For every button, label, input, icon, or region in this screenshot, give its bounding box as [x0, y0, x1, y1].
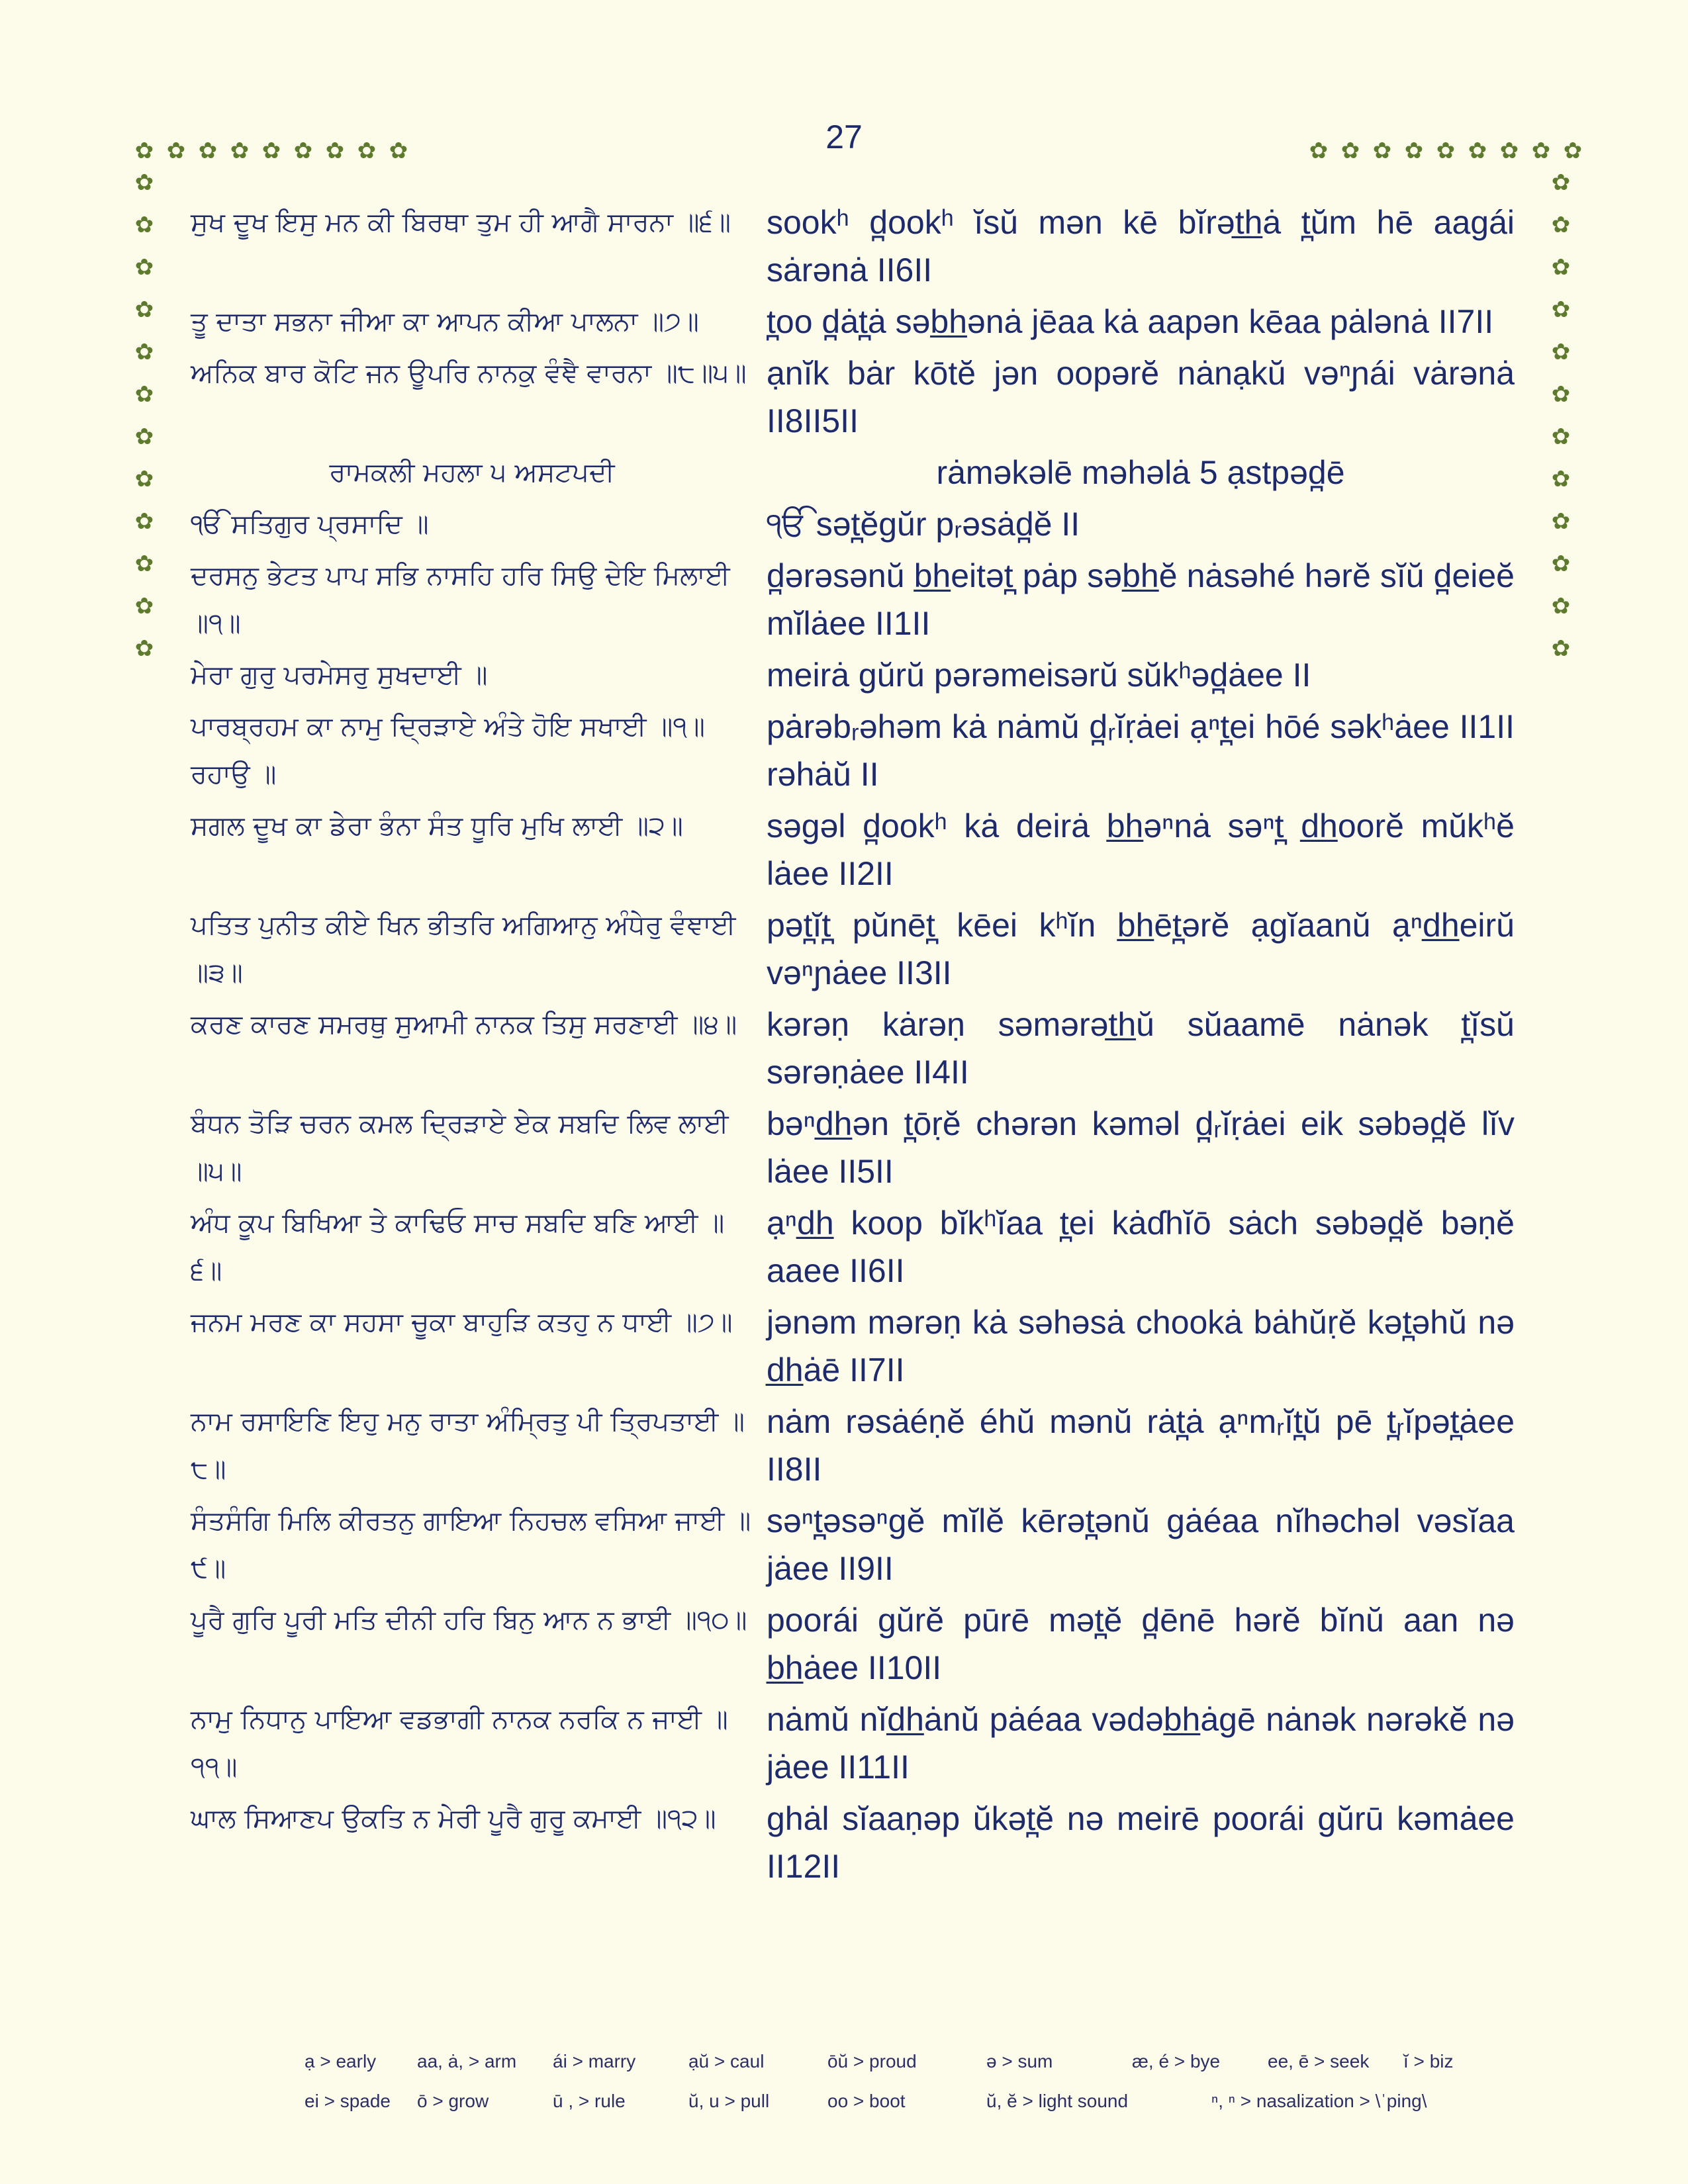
- verse-row: [191, 651, 1515, 699]
- flower-ornament-icon: ✿: [1551, 254, 1571, 281]
- transliteration-text: səgəl d̪ookʰ kȧ deirȧ b̲h̲əⁿnȧ səⁿt̪ d̲h̲oorĕ mŭkʰĕ lȧee II2II: [767, 807, 1515, 892]
- verse-row: [191, 1398, 1515, 1493]
- verse-row: [191, 500, 1515, 548]
- flower-ornament-icon: ✿: [1563, 138, 1583, 164]
- flower-ornament-icon: ✿: [1551, 296, 1571, 323]
- transliteration-text: poorái gŭrĕ pūrē mət̪ĕ d̪ēnē hərĕ bĭnŭ aan nə b̲h̲ȧee II10II: [767, 1602, 1515, 1686]
- gurmukhi-text: ਕਰਣ ਕਾਰਣ ਸਮਰਥੁ ਸੁਆਮੀ ਨਾਨਕ ਤਿਸੁ ਸਰਣਾਈ ॥੪॥: [191, 1009, 737, 1040]
- legend-item: ⁿ, ⁿ > nasalization > \ˈping\: [1211, 2091, 1427, 2111]
- flower-ornament-icon: ✿: [1551, 551, 1571, 577]
- legend-item: ŭ, ĕ > light sound: [986, 2091, 1129, 2111]
- flower-ornament-icon: ✿: [1436, 138, 1456, 164]
- transliteration-text: bəⁿd̲h̲ən t̪ōṛĕ chərən kəməl d̪ᵣĭṛȧei eik səbəd̪ĕ lĭv lȧee II5II: [767, 1105, 1515, 1190]
- verse-row: [191, 1596, 1515, 1692]
- legend-item: ū , > rule: [553, 2091, 626, 2111]
- flower-ornament-icon: ✿: [134, 635, 154, 662]
- gurmukhi-text: ਜਨਮ ਮਰਣ ਕਾ ਸਹਸਾ ਚੂਕਾ ਬਾਹੁੜਿ ਕਤਹੁ ਨ ਧਾਈ ॥੭॥: [191, 1307, 733, 1338]
- gurmukhi-text: ਸੰਤਸੰਗਿ ਮਿਲਿ ਕੀਰਤਨੁ ਗਾਇਆ ਨਿਹਚਲ ਵਸਿਆ ਜਾਈ ॥੯॥: [191, 1506, 751, 1584]
- section-title-row: [191, 449, 1515, 496]
- gurmukhi-text: ਪੂਰੈ ਗੁਰਿ ਪੂਰੀ ਮਤਿ ਦੀਨੀ ਹਰਿ ਬਿਨੁ ਆਨ ਨ ਭਾਈ ॥੧੦॥: [191, 1605, 747, 1635]
- flower-ornament-icon: ✿: [1372, 138, 1392, 164]
- verse-row: [191, 1497, 1515, 1592]
- ornament-top-right: [1305, 138, 1586, 164]
- transliteration-text: ੴ sət̪ĕgŭr pᵣəsȧd̪ĕ II: [767, 506, 1080, 543]
- flower-ornament-icon: ✿: [1340, 138, 1360, 164]
- verse-table: [191, 199, 1515, 1894]
- legend-item: ei > spade: [305, 2091, 391, 2111]
- gurmukhi-text: ਬੰਧਨ ਤੋੜਿ ਚਰਨ ਕਮਲ ਦ੍ਰਿੜਾਏ ਏਕ ਸਬਦਿ ਲਿਵ ਲਾਈ ॥੫॥: [191, 1109, 729, 1187]
- flower-ornament-icon: ✿: [389, 138, 408, 164]
- legend-item: ái > marry: [553, 2051, 636, 2071]
- flower-ornament-icon: ✿: [134, 466, 154, 492]
- flower-ornament-icon: ✿: [1551, 339, 1571, 365]
- legend-item: ạŭ > caul: [688, 2051, 765, 2071]
- gurmukhi-text: ਦਰਸਨੁ ਭੇਟਤ ਪਾਪ ਸਭਿ ਨਾਸਹਿ ਹਰਿ ਸਿਉ ਦੇਇ ਮਿਲਾਈ ॥੧॥: [191, 561, 730, 639]
- flower-ornament-icon: ✿: [134, 138, 154, 164]
- flower-ornament-icon: ✿: [198, 138, 218, 164]
- flower-ornament-icon: ✿: [1551, 508, 1571, 535]
- legend-item: oo > boot: [827, 2091, 906, 2111]
- gurmukhi-text: ਨਾਮ ਰਸਾਇਣਿ ਇਹੁ ਮਨੁ ਰਾਤਾ ਅੰਮ੍ਰਿਤੁ ਪੀ ਤ੍ਰਿਪਤਾਈ ॥੮॥: [191, 1406, 745, 1484]
- gurmukhi-text: ਅੰਧ ਕੂਪ ਬਿਖਿਆ ਤੇ ਕਾਢਿਓ ਸਾਚ ਸਬਦਿ ਬਣਿ ਆਈ ॥੬॥: [191, 1208, 725, 1286]
- flower-ornament-icon: ✿: [261, 138, 281, 164]
- verse-row: [191, 703, 1515, 798]
- page-number: 27: [825, 118, 863, 156]
- ornament-right: [1548, 169, 1574, 662]
- flower-ornament-icon: ✿: [134, 296, 154, 323]
- transliteration-text: nȧmŭ nĭd̲h̲ȧnŭ pȧéaa vədəb̲h̲ȧgē nȧnək nərəkĕ nə jȧee II11II: [767, 1701, 1515, 1786]
- transliteration-text: səⁿt̪əsəⁿgĕ mĭlĕ kērət̪ənŭ gȧéaa nĭhəchəl vəsĭaa jȧee II9II: [767, 1502, 1515, 1587]
- verse-row: [191, 1795, 1515, 1890]
- verse-row: [191, 1100, 1515, 1195]
- verse-row: [191, 552, 1515, 647]
- flower-ornament-icon: ✿: [134, 381, 154, 408]
- flower-ornament-icon: ✿: [134, 551, 154, 577]
- flower-ornament-icon: ✿: [1404, 138, 1424, 164]
- flower-ornament-icon: ✿: [1551, 424, 1571, 450]
- flower-ornament-icon: ✿: [1551, 593, 1571, 619]
- flower-ornament-icon: ✿: [134, 508, 154, 535]
- verse-row: [191, 1298, 1515, 1394]
- gurmukhi-text: ਮੇਰਾ ਗੁਰੁ ਪਰਮੇਸਰੁ ਸੁਖਦਾਈ ॥: [191, 660, 488, 690]
- ornament-left: [131, 169, 158, 662]
- legend-item: ə > sum: [986, 2051, 1053, 2071]
- flower-ornament-icon: ✿: [357, 138, 377, 164]
- gurmukhi-text: ਨਾਮੁ ਨਿਧਾਨੁ ਪਾਇਆ ਵਡਭਾਗੀ ਨਾਨਕ ਨਰਕਿ ਨ ਜਾਈ ॥੧੧॥: [191, 1704, 728, 1782]
- flower-ornament-icon: ✿: [134, 212, 154, 238]
- flower-ornament-icon: ✿: [1551, 466, 1571, 492]
- section-title-gurmukhi: ਰਾਮਕਲੀ ਮਹਲਾ ੫ ਅਸਟਪਦੀ: [329, 457, 615, 488]
- transliteration-text: pət̪ĭt̪ pŭnēt̪ kēei kʰĭn b̲h̲ēt̪ərĕ ạgĭaanŭ ạⁿd̲h̲eirŭ vəⁿɲȧee II3II: [767, 907, 1515, 991]
- flower-ornament-icon: ✿: [1468, 138, 1487, 164]
- transliteration-text: sookʰ d̪ookʰ ĭsŭ mən kē bĭrət̲h̲ȧ t̪ŭm hē aagái sȧrənȧ II6II: [767, 204, 1515, 289]
- flower-ornament-icon: ✿: [1531, 138, 1551, 164]
- flower-ornament-icon: ✿: [325, 138, 345, 164]
- flower-ornament-icon: ✿: [1499, 138, 1519, 164]
- pronunciation-legend: [305, 2042, 1509, 2121]
- transliteration-text: pȧrəbᵣəhəm kȧ nȧmŭ d̪ᵣĭṛȧei ạⁿt̪ei hōé səkʰȧee II1II rəhȧŭ II: [767, 708, 1515, 793]
- flower-ornament-icon: ✿: [293, 138, 313, 164]
- flower-ornament-icon: ✿: [1551, 212, 1571, 238]
- verse-row: [191, 802, 1515, 897]
- ornament-top-left: [131, 138, 412, 164]
- gurmukhi-text: ਸਗਲ ਦੂਖ ਕਾ ਡੇਰਾ ਭੰਨਾ ਸੰਤ ਧੂਰਿ ਮੁਖਿ ਲਾਈ ॥੨॥: [191, 811, 683, 841]
- transliteration-text: meirȧ gŭrŭ pərəmeisərŭ sŭkʰəd̪ȧee II: [767, 657, 1311, 694]
- flower-ornament-icon: ✿: [134, 339, 154, 365]
- legend-item: aa, ȧ, > arm: [417, 2051, 517, 2071]
- legend-item: ĭ > biz: [1403, 2051, 1454, 2071]
- flower-ornament-icon: ✿: [1551, 381, 1571, 408]
- transliteration-text: ghȧl sĭaaṇəp ŭkət̪ĕ nə meirē poorái gŭrū kəmȧee II12II: [767, 1800, 1515, 1885]
- transliteration-text: d̪ərəsənŭ b̲h̲eitət̪ pȧp səb̲h̲ĕ nȧsəhé hərĕ sĭŭ d̪eieĕ mĭlȧee II1II: [767, 557, 1515, 642]
- flower-ornament-icon: ✿: [134, 424, 154, 450]
- legend-row-2: [305, 2081, 1509, 2121]
- verse-row: [191, 298, 1515, 345]
- transliteration-text: jənəm mərəṇ kȧ səhəsȧ chookȧ bȧhŭṛĕ kət̪əhŭ nə d̲h̲ȧē II7II: [767, 1304, 1515, 1388]
- gurmukhi-text: ਤੂ ਦਾਤਾ ਸਭਨਾ ਜੀਆ ਕਾ ਆਪਨ ਕੀਆ ਪਾਲਨਾ ॥੭॥: [191, 306, 699, 337]
- section-title-translit: rȧməkəlē məhəlȧ 5 ạstpəd̪ē: [936, 454, 1345, 491]
- flower-ornament-icon: ✿: [230, 138, 250, 164]
- legend-item: ạ > early: [305, 2051, 377, 2071]
- flower-ornament-icon: ✿: [166, 138, 186, 164]
- transliteration-text: kərəṇ kȧrəṇ səmərət̲h̲ŭ sŭaamē nȧnək t̪ĭsŭ sərəṇȧee II4II: [767, 1006, 1515, 1091]
- verse-row: [191, 199, 1515, 294]
- transliteration-text: t̪oo d̪ȧt̪ȧ səb̲h̲ənȧ jēaa kȧ aapən kēaa pȧlənȧ II7II: [767, 303, 1494, 340]
- transliteration-text: nȧm rəsȧéṇĕ éhŭ mənŭ rȧt̪ȧ ạⁿmᵣĭt̪ŭ pē t̪ᵣĭpət̪ȧee II8II: [767, 1403, 1515, 1488]
- flower-ornament-icon: ✿: [134, 593, 154, 619]
- legend-item: ō > grow: [417, 2091, 489, 2111]
- transliteration-text: ạⁿd̲h̲ koop bĭkʰĭaa t̪ei kȧɗhĭō sȧch səbəd̪ĕ bəṇĕ aaee II6II: [767, 1205, 1515, 1289]
- verse-row: [191, 1696, 1515, 1791]
- flower-ornament-icon: ✿: [134, 254, 154, 281]
- legend-row-1: [305, 2042, 1509, 2081]
- flower-ornament-icon: ✿: [1551, 635, 1571, 662]
- legend-item: ee, ē > seek: [1268, 2051, 1370, 2071]
- flower-ornament-icon: ✿: [1309, 138, 1329, 164]
- legend-item: ōŭ > proud: [827, 2051, 917, 2071]
- transliteration-text: ạnĭk bȧr kōtĕ jən oopərĕ nȧnạkŭ vəⁿɲái vȧrənȧ II8II5II: [767, 355, 1515, 439]
- verse-row: [191, 1199, 1515, 1295]
- gurmukhi-text: ਅਨਿਕ ਬਾਰ ਕੋਟਿ ਜਨ ਊਪਰਿ ਨਾਨਕੁ ਵੰਞੈ ਵਾਰਨਾ ॥੮॥੫॥: [191, 358, 747, 388]
- verse-row: [191, 1001, 1515, 1096]
- verse-row: [191, 349, 1515, 445]
- gurmukhi-text: ਸੁਖ ਦੂਖ ਇਸੁ ਮਨ ਕੀ ਬਿਰਥਾ ਤੁਮ ਹੀ ਆਗੈ ਸਾਰਨਾ ॥੬॥: [191, 207, 731, 238]
- gurmukhi-text: ਪਾਰਬ੍ਰਹਮ ਕਾ ਨਾਮੁ ਦ੍ਰਿੜਾਏ ਅੰਤੇ ਹੋਇ ਸਖਾਈ ॥੧॥ ਰਹਾਉ ॥: [191, 711, 706, 790]
- gurmukhi-text: ਘਾਲ ਸਿਆਣਪ ਉਕਤਿ ਨ ਮੇਰੀ ਪੂਰੈ ਗੁਰੂ ਕਮਾਈ ॥੧੨॥: [191, 1803, 716, 1834]
- gurmukhi-text: ਪਤਿਤ ਪੁਨੀਤ ਕੀਏ ਖਿਨ ਭੀਤਰਿ ਅਗਿਆਨੁ ਅੰਧੇਰੁ ਵੰਞਾਈ ॥੩॥: [191, 910, 736, 988]
- gurmukhi-text: ੴ ਸਤਿਗੁਰ ਪ੍ਰਸਾਦਿ ॥: [191, 509, 429, 539]
- flower-ornament-icon: ✿: [1551, 169, 1571, 196]
- verse-row: [191, 901, 1515, 997]
- flower-ornament-icon: ✿: [134, 169, 154, 196]
- legend-item: ŭ, u > pull: [688, 2091, 770, 2111]
- legend-item: æ, é > bye: [1132, 2051, 1221, 2071]
